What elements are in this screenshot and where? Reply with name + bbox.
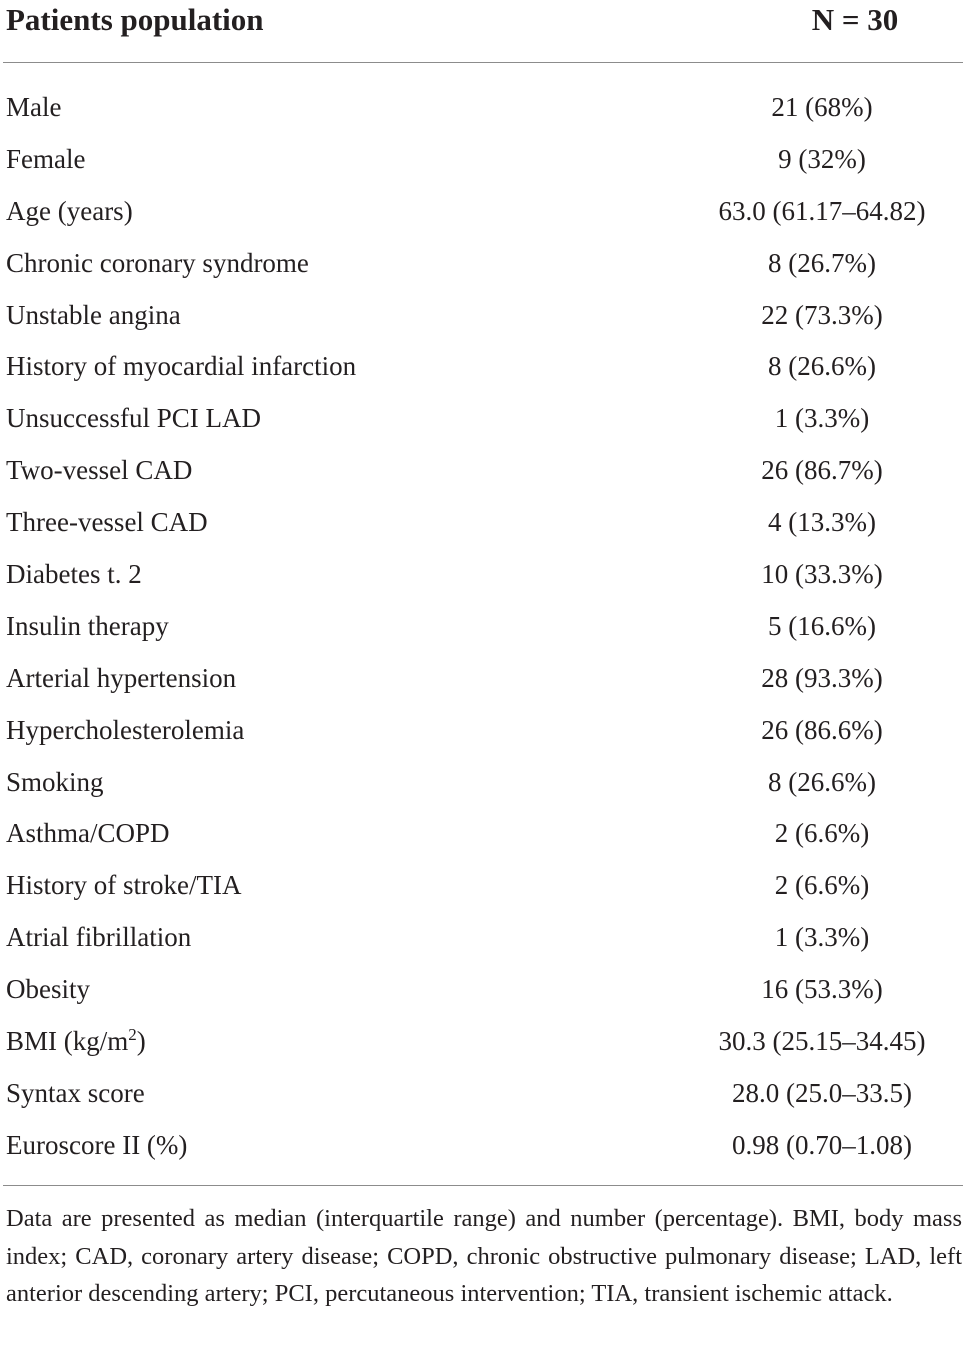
bmi-label-superscript: 2 — [128, 1025, 137, 1045]
table-footnote: Data are presented as median (interquartile range) and number (percentage). BMI, body mass index; CAD, coronary artery disease; COPD, chronic obstructive pulmonary disease; LAD, left anterior descending artery; PCI, percutaneous intervention; TIA, transient ischemic attack. — [6, 1205, 962, 1307]
table-row — [0, 601, 968, 653]
row-value: 1 (3.3%) — [774, 922, 870, 953]
row-value: 9 (32%) — [778, 143, 866, 174]
row-value: 63.0 (61.17–64.82) — [718, 195, 926, 226]
table-row — [0, 134, 968, 186]
row-label: History of myocardial infarction — [6, 351, 357, 382]
table-row — [0, 808, 968, 860]
row-label-bmi — [6, 1016, 146, 1071]
row-label: Hypercholesterolemia — [6, 714, 245, 745]
row-label: Arterial hypertension — [6, 662, 237, 693]
header-label: Patients population — [6, 2, 264, 37]
row-label: Chronic coronary syndrome — [6, 247, 309, 278]
bmi-label-end: ) — [136, 1026, 146, 1057]
row-value: 2 (6.6%) — [774, 870, 870, 901]
row-value: 2 (6.6%) — [774, 818, 870, 849]
table-row — [0, 186, 968, 238]
table-row — [0, 549, 968, 601]
table-row — [0, 238, 968, 290]
row-label: Obesity — [6, 974, 90, 1005]
row-label: Asthma/COPD — [6, 818, 170, 849]
row-label: Diabetes t. 2 — [6, 559, 142, 590]
table-row — [0, 1068, 968, 1120]
table-row — [0, 393, 968, 445]
row-value: 4 (13.3%) — [768, 507, 876, 538]
row-label: Insulin therapy — [6, 610, 169, 641]
row-value: 28 (93.3%) — [761, 662, 883, 693]
table-row — [0, 757, 968, 809]
row-value: 22 (73.3%) — [761, 299, 883, 330]
table-row — [0, 860, 968, 912]
row-label: Syntax score — [6, 1077, 145, 1108]
row-label: Unstable angina — [6, 299, 181, 330]
table-row — [0, 290, 968, 342]
row-value: 28.0 (25.0–33.5) — [732, 1077, 912, 1108]
footer-divider — [3, 1185, 963, 1186]
table-row — [0, 1120, 968, 1172]
row-value: 30.3 (25.15–34.45) — [718, 1026, 926, 1057]
row-value: 16 (53.3%) — [761, 974, 883, 1005]
table-header — [0, 0, 968, 62]
header-value: N = 30 — [811, 2, 899, 37]
row-value: 8 (26.6%) — [768, 351, 876, 382]
row-label: Three-vessel CAD — [6, 507, 208, 538]
row-value: 26 (86.6%) — [761, 714, 883, 745]
row-value: 21 (68%) — [771, 92, 873, 122]
row-value: 8 (26.7%) — [768, 247, 876, 278]
row-value: 5 (16.6%) — [768, 610, 876, 641]
row-label: Two-vessel CAD — [6, 455, 193, 486]
table-row — [0, 445, 968, 497]
row-label: Male — [6, 92, 62, 122]
table-row — [0, 82, 968, 134]
row-value: 8 (26.6%) — [768, 766, 876, 797]
table-row — [0, 1016, 968, 1068]
row-label: Atrial fibrillation — [6, 922, 192, 953]
row-label: Euroscore II (%) — [6, 1129, 188, 1160]
table-row — [0, 341, 968, 393]
bmi-label-main: BMI (kg/m — [6, 1026, 129, 1057]
table-row — [0, 964, 968, 1016]
table-row — [0, 653, 968, 705]
table-body — [0, 82, 968, 1172]
table-row — [0, 912, 968, 964]
row-label: Unsuccessful PCI LAD — [6, 403, 261, 434]
row-label: Smoking — [6, 766, 104, 797]
table-row — [0, 497, 968, 549]
row-label: History of stroke/TIA — [6, 870, 242, 901]
row-value: 26 (86.7%) — [761, 455, 883, 486]
table-row — [0, 705, 968, 757]
row-label: Age (years) — [6, 195, 133, 226]
row-label: Female — [6, 143, 86, 174]
row-value: 1 (3.3%) — [774, 403, 870, 434]
header-divider — [3, 62, 963, 63]
row-value: 0.98 (0.70–1.08) — [732, 1129, 912, 1160]
row-value: 10 (33.3%) — [761, 559, 883, 590]
